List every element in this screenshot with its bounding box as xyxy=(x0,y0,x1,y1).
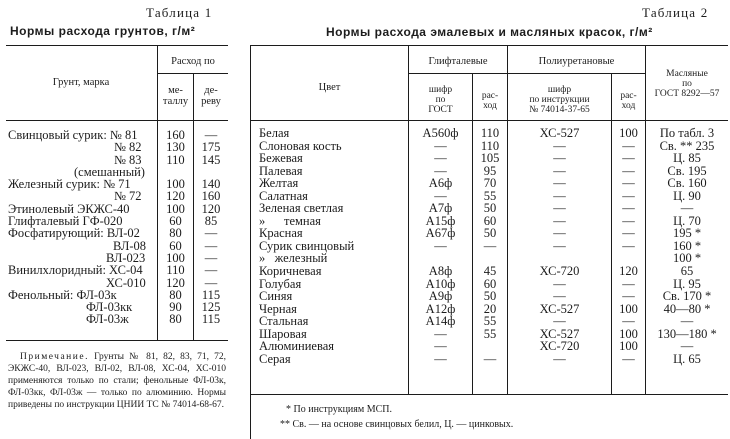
table1-name-header: Грунт, марка xyxy=(52,77,110,88)
t2-glyph-rate: 60 xyxy=(483,213,497,228)
t2-glyph-rate: 110 xyxy=(480,138,500,153)
t2-poly-code: — xyxy=(553,151,566,166)
table-row xyxy=(251,202,728,215)
t1-metal: 100 xyxy=(166,177,185,192)
table2-footnote-2: ** Св. — на основе свинцовых белил, Ц. — цинковых. xyxy=(280,419,514,430)
table2-poly-code-header: шифр по инструкции № 74014-37-65 xyxy=(529,85,590,115)
t2-oil: 160 * xyxy=(672,238,702,253)
t2-glyph-code: — xyxy=(434,326,447,341)
t2-color: Голубая xyxy=(259,276,302,291)
t2-color: Серая xyxy=(259,351,291,366)
t2-glyph-code: А8ф xyxy=(428,264,453,279)
table1-caption: Таблица 1 xyxy=(146,5,213,20)
t2-poly-code: ХС-527 xyxy=(539,326,580,341)
table2-top-rule xyxy=(250,45,728,46)
t2-glyph-rate: 50 xyxy=(483,289,497,304)
t2-glyph-code: А9ф xyxy=(428,289,453,304)
t1-wood: — xyxy=(204,275,218,290)
t2-glyph-code: А15ф xyxy=(425,213,456,228)
t2-poly-code: — xyxy=(553,314,566,329)
t2-color: Сурик свинцовый xyxy=(259,238,355,253)
t1-name: № 82 xyxy=(114,140,142,155)
table1-metal-header: ме- таллу xyxy=(162,85,189,108)
table2-title: Нормы расхода эмалевых и масляных красок, г/м² xyxy=(326,25,653,39)
t2-poly-rate: 100 xyxy=(619,326,638,341)
t1-wood: — xyxy=(204,128,218,142)
t2-poly-rate: — xyxy=(622,151,635,166)
t2-oil: Ц. 90 xyxy=(673,188,701,203)
table2-body xyxy=(251,127,728,365)
t2-oil: 65 xyxy=(680,264,694,279)
table2-poly-header: Полиуретановые xyxy=(538,56,615,67)
table1-top-rule xyxy=(6,45,228,46)
t1-wood: 140 xyxy=(201,177,221,192)
t2-poly-code: — xyxy=(553,276,566,291)
t2-poly-rate: — xyxy=(622,188,635,203)
t1-name: № 72 xyxy=(114,189,142,204)
t1-wood: 160 xyxy=(201,189,221,204)
t1-metal: 120 xyxy=(166,189,185,204)
table2-poly-rate-header: рас- ход xyxy=(620,91,637,111)
t1-metal: 60 xyxy=(169,238,182,253)
t2-oil: 100 * xyxy=(672,251,702,266)
t2-poly-code: — xyxy=(553,213,566,228)
t1-wood: 175 xyxy=(201,140,221,155)
table1-wood-header: де- реву xyxy=(201,85,221,108)
t2-poly-rate: — xyxy=(622,176,635,191)
table-row xyxy=(251,152,728,165)
t1-name: Фосфатирующий: ВЛ-02 xyxy=(8,226,140,241)
t2-oil: Св. 160 xyxy=(667,176,707,191)
table-row xyxy=(251,127,728,140)
t2-glyph-code: А14ф xyxy=(425,314,456,329)
t2-glyph-rate: 45 xyxy=(483,264,497,279)
t1-name: ФЛ-03ж xyxy=(86,312,129,327)
t1-metal: 110 xyxy=(166,152,185,167)
t2-glyph-rate: 55 xyxy=(483,326,497,341)
t1-name: Фенольный: ФЛ-03к xyxy=(8,287,117,302)
t1-name: Винилхлоридный: ХС-04 xyxy=(8,263,143,278)
t2-poly-code: — xyxy=(553,289,566,304)
t2-color: Стальная xyxy=(259,314,309,329)
t2-poly-rate: 100 xyxy=(619,126,638,140)
t2-color: Желтая xyxy=(259,176,299,191)
table-row xyxy=(8,227,228,239)
table1-note-text: Грунты № 81, 82, 83, 71, 72, ЭКЖС-40, ВЛ-023, ВЛ-02, ВЛ-08, ХС-04, ХС-010 применяются только по стали; фенольные ФЛ-03к, ФЛ-03кк, ФЛ-03ж — только по алюминию. Нормы приведены по инструкции ЦНИИ ТС № 74014-68-67. xyxy=(8,352,227,411)
t2-poly-rate: 100 xyxy=(619,301,638,316)
t1-metal: 100 xyxy=(166,250,185,265)
t2-poly-code: — xyxy=(553,163,566,178)
t2-poly-rate: — xyxy=(622,276,635,291)
t1-name: ФЛ-03кк xyxy=(86,300,133,315)
t1-wood: — xyxy=(204,250,218,265)
t2-glyph-code: — xyxy=(434,138,447,153)
t1-metal: 80 xyxy=(169,287,182,302)
t1-wood: 145 xyxy=(201,152,221,167)
t2-poly-code: — xyxy=(553,351,566,366)
table1-header-rule xyxy=(6,120,228,121)
table1-body xyxy=(8,129,228,326)
t2-poly-code: — xyxy=(553,138,566,153)
table2-sub-rule xyxy=(408,73,645,74)
t2-glyph-code: А10ф xyxy=(425,276,456,291)
t1-metal: 120 xyxy=(166,275,185,290)
table-row xyxy=(251,265,728,278)
t1-metal: 130 xyxy=(166,140,185,155)
t2-oil: — xyxy=(680,201,694,216)
t2-color: Красная xyxy=(259,226,303,241)
table2-bottom-rule xyxy=(250,394,728,395)
t2-poly-code: ХС-720 xyxy=(539,264,580,279)
t1-metal: 110 xyxy=(166,263,185,278)
table2-glyph-header: Глифталевые xyxy=(428,56,488,67)
t2-glyph-code: А12ф xyxy=(425,301,456,316)
table-row xyxy=(8,190,228,202)
t2-poly-rate: 100 xyxy=(619,339,638,354)
table-row xyxy=(251,340,728,353)
table-row xyxy=(8,277,228,289)
t2-glyph-code: А6ф xyxy=(428,176,453,191)
t1-wood: 125 xyxy=(201,300,221,315)
t2-oil: 195 * xyxy=(672,226,702,241)
t2-glyph-rate: 50 xyxy=(483,201,497,216)
t2-color: Палевая xyxy=(259,163,303,178)
t2-color: Коричневая xyxy=(259,264,322,279)
t2-poly-rate: — xyxy=(622,138,635,153)
t1-name: ХС-010 xyxy=(106,275,146,290)
t2-color: Шаровая xyxy=(259,326,307,341)
t2-glyph-rate: 55 xyxy=(483,188,497,203)
t2-glyph-rate: 110 xyxy=(480,126,500,140)
t2-glyph-code: А560ф xyxy=(422,126,459,140)
t1-metal: 80 xyxy=(169,312,182,327)
t2-poly-code: — xyxy=(553,201,566,216)
t1-wood: — xyxy=(204,238,218,253)
t1-name: Железный сурик: № 71 xyxy=(8,177,131,192)
t1-metal: 80 xyxy=(169,226,182,241)
t1-name: ВЛ-023 xyxy=(106,250,146,265)
t2-poly-rate: — xyxy=(622,163,635,178)
t2-poly-code: — xyxy=(553,238,566,253)
t1-wood: 115 xyxy=(201,287,221,302)
table1-note-label: Примечание. xyxy=(20,352,89,362)
t1-metal: 90 xyxy=(169,300,182,315)
t2-glyph-code: — xyxy=(434,351,447,366)
t1-metal: 60 xyxy=(169,214,182,229)
table-row xyxy=(251,290,728,303)
t2-color: Слоновая кость xyxy=(259,138,342,153)
t2-oil: Ц. 95 xyxy=(673,276,701,291)
t2-glyph-code: — xyxy=(434,238,447,253)
t1-name: Свинцовый сурик: № 81 xyxy=(8,128,138,142)
t2-oil: Св. ** 235 xyxy=(659,138,715,153)
table-row xyxy=(251,177,728,190)
t2-poly-rate: — xyxy=(622,351,635,366)
t2-oil: По табл. 3 xyxy=(659,126,715,140)
table-row xyxy=(251,353,728,366)
t2-color: Салатная xyxy=(259,188,308,203)
table-row xyxy=(8,313,228,325)
t1-metal: 100 xyxy=(166,201,185,216)
t1-metal: 160 xyxy=(166,128,185,142)
t1-wood: 120 xyxy=(201,201,221,216)
table2-oil-header: Масляные по ГОСТ 8292—57 xyxy=(654,69,720,99)
t2-color: » темная xyxy=(259,213,321,228)
t2-glyph-rate: — xyxy=(483,351,497,366)
t2-poly-rate: — xyxy=(622,289,635,304)
table1-bottom-rule xyxy=(6,340,228,341)
t2-poly-rate: 120 xyxy=(619,264,638,279)
t2-poly-rate: — xyxy=(622,314,635,329)
t2-glyph-code: А7ф xyxy=(428,201,453,216)
t2-color: » железный xyxy=(259,251,328,266)
t1-name: Этинолевый ЭКЖС-40 xyxy=(8,201,130,216)
t2-color: Бежевая xyxy=(259,151,303,166)
t2-glyph-rate: 60 xyxy=(483,276,497,291)
t1-wood: 115 xyxy=(201,312,221,327)
table1-title: Нормы расхода грунтов, г/м² xyxy=(10,24,196,38)
t1-name: № 83 xyxy=(114,152,142,167)
t2-poly-code: ХС-527 xyxy=(539,301,580,316)
t2-glyph-rate: 70 xyxy=(483,176,497,191)
table-row xyxy=(8,141,228,153)
table2-header-rule xyxy=(250,120,728,121)
t2-oil: 40—80 * xyxy=(663,301,711,316)
t2-glyph-code: — xyxy=(434,188,447,203)
t2-color: Синяя xyxy=(259,289,293,304)
t2-glyph-rate: 105 xyxy=(480,151,500,166)
t2-oil: Ц. 85 xyxy=(673,151,701,166)
t2-poly-rate: — xyxy=(622,213,635,228)
t2-color: Алюминиевая xyxy=(259,339,334,354)
t1-wood: 85 xyxy=(204,214,218,229)
table2-caption: Таблица 2 xyxy=(642,5,709,20)
t2-glyph-code: — xyxy=(434,163,447,178)
t2-oil: — xyxy=(680,314,694,329)
t2-glyph-code: — xyxy=(434,151,447,166)
t1-name: Глифталевый ГФ-020 xyxy=(8,214,123,229)
table2-glyph-code-header: шифр по ГОСТ xyxy=(428,85,453,115)
table2-color-header: Цвет xyxy=(318,82,341,93)
t2-oil: Ц. 65 xyxy=(673,351,701,366)
t2-poly-rate: — xyxy=(622,226,635,241)
t2-glyph-code: А67ф xyxy=(425,226,456,241)
t2-poly-rate: — xyxy=(622,238,635,253)
t2-poly-code: — xyxy=(553,176,566,191)
t1-wood: — xyxy=(204,226,218,241)
t2-glyph-code: — xyxy=(434,339,447,354)
t2-glyph-rate: 20 xyxy=(483,301,497,316)
t2-poly-code: ХС-527 xyxy=(539,126,580,140)
t2-poly-code: — xyxy=(553,188,566,203)
t2-oil: Св. 195 xyxy=(667,163,707,178)
table1-note xyxy=(8,351,226,411)
t2-poly-code: ХС-720 xyxy=(539,339,580,354)
t2-glyph-rate: 95 xyxy=(483,163,497,178)
t2-glyph-rate: — xyxy=(483,238,497,253)
t2-glyph-rate: 50 xyxy=(483,226,497,241)
t2-oil: — xyxy=(680,339,694,354)
table1-rate-header: Расход по xyxy=(171,56,215,67)
table-row xyxy=(8,264,228,276)
table2-glyph-rate-header: рас- ход xyxy=(481,91,499,111)
t1-name: ВЛ-08 xyxy=(113,238,147,253)
t1-name: (смешанный) xyxy=(74,164,145,179)
table-row xyxy=(251,315,728,328)
t2-glyph-rate: 55 xyxy=(483,314,497,329)
t2-poly-code: — xyxy=(553,226,566,241)
t2-oil: Ц. 70 xyxy=(673,213,701,228)
t2-color: Черная xyxy=(259,301,297,316)
t2-color: Зеленая светлая xyxy=(259,201,344,216)
t2-poly-rate: — xyxy=(622,201,635,216)
t1-wood: — xyxy=(204,263,218,278)
t2-oil: Св. 170 * xyxy=(662,289,712,304)
t2-oil: 130—180 * xyxy=(657,326,717,341)
table2-footnote-1: * По инструкциям МСП. xyxy=(286,404,392,415)
t2-color: Белая xyxy=(259,126,290,140)
